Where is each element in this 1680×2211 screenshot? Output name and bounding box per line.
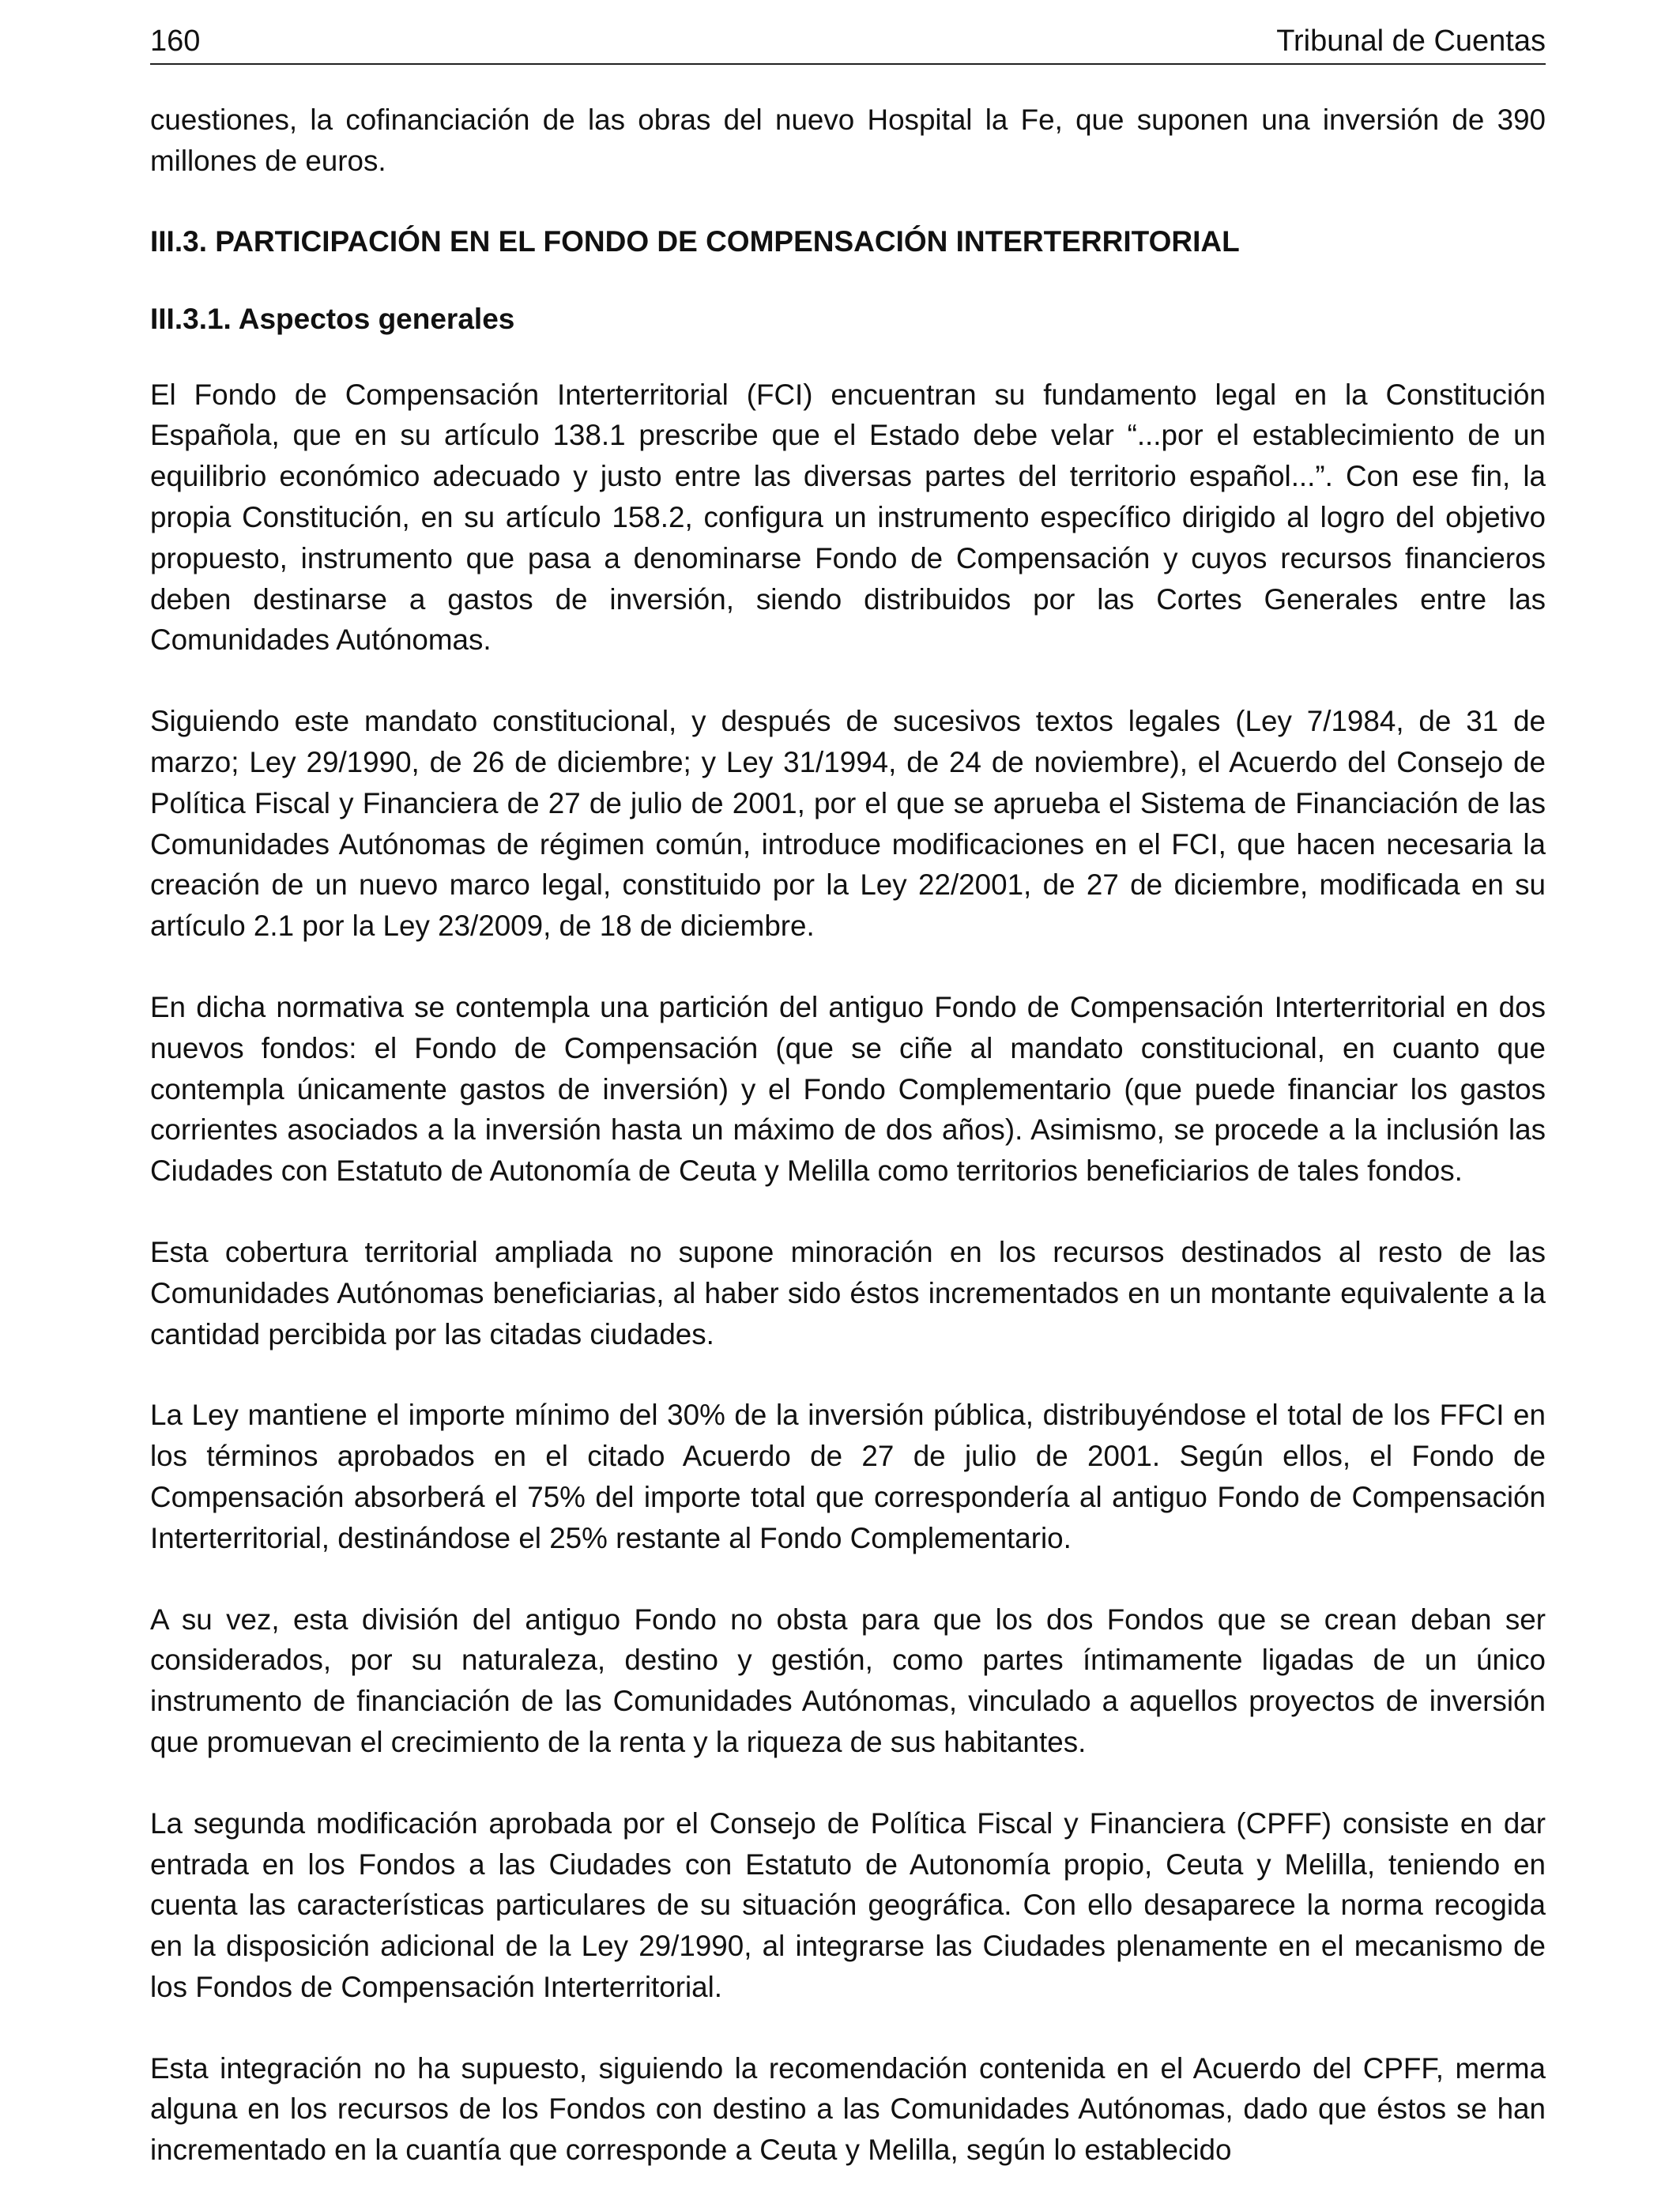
- paragraph: Esta integración no ha supuesto, siguiendo la recomendación contenida en el Acuerdo del CPFF, merma alguna en los recursos de los Fondos con destino a las Comunidades Autónomas, dado que éstos se han incrementado en la cuantía que corresponde a Ceuta y Melilla, según lo establecido: [150, 2051, 1546, 2167]
- subsection-heading: III.3.1. Aspectos generales: [150, 302, 515, 335]
- intro-paragraph: cuestiones, la cofinanciación de las obras del nuevo Hospital la Fe, que suponen una inversión de 390 millones de euros.: [150, 104, 1546, 177]
- paragraph: A su vez, esta división del antiguo Fondo no obsta para que los dos Fondos que se crean deban ser considerados, por su naturaleza, destino y gestión, como partes íntimamente ligadas de un único instrumento de financiación de las Comunidades Autónomas, vinculado a aquellos proyectos de inversión que promuevan el crecimiento de la renta y la riqueza de sus habitantes.: [150, 1603, 1546, 1758]
- paragraph: La segunda modificación aprobada por el Consejo de Política Fiscal y Financiera (CPFF) consiste en dar entrada en los Fondos a las Ciudades con Estatuto de Autonomía propio, Ceuta y Melilla, teniendo en cuenta las características particulares de su situación geográfica. Con ello desaparece la norma recogida en la disposición adicional de la Ley 29/1990, al integrarse las Ciudades plenamente en el mecanismo de los Fondos de Compensación Interterritorial.: [150, 1806, 1546, 2003]
- running-title: Tribunal de Cuentas: [1276, 24, 1546, 58]
- document-body: [150, 100, 1546, 2211]
- paragraph: La Ley mantiene el importe mínimo del 30% de la inversión pública, distribuyéndose el total de los FFCI en los términos aprobados en el citado Acuerdo de 27 de julio de 2001. Según ellos, el Fondo de Compensación absorberá el 75% del importe total que correspondería al antiguo Fondo de Compensación Interterritorial, destinándose el 25% restante al Fondo Complementario.: [150, 1399, 1546, 1554]
- paragraph: El Fondo de Compensación Interterritorial (FCI) encuentran su fundamento legal en la Constitución Española, que en su artículo 138.1 prescribe que el Estado debe velar “...por el establecimiento de un equilibrio económico adecuado y justo entre las diversas partes del territorio español...”. Con ese fin, la propia Constitución, en su artículo 158.2, configura un instrumento específico dirigido al logro del objetivo propuesto, instrumento que pasa a denominarse Fondo de Compensación y cuyos recursos financieros deben destinarse a gastos de inversión, siendo distribuidos por las Cortes Generales entre las Comunidades Autónomas.: [150, 378, 1546, 657]
- paragraph: Siguiendo este mandato constitucional, y después de sucesivos textos legales (Ley 7/1984, de 31 de marzo; Ley 29/1990, de 26 de diciembre; y Ley 31/1994, de 24 de noviembre), el Acuerdo del Consejo de Política Fiscal y Financiera de 27 de julio de 2001, por el que se aprueba el Sistema de Financiación de las Comunidades Autónomas de régimen común, introduce modificaciones en el FCI, que hacen necesaria la creación de un nuevo marco legal, constituido por la Ley 22/2001, de 27 de diciembre, modificada en su artículo 2.1 por la Ley 23/2009, de 18 de diciembre.: [150, 705, 1546, 943]
- paragraph: En dicha normativa se contempla una partición del antiguo Fondo de Compensación Interterritorial en dos nuevos fondos: el Fondo de Compensación (que se ciñe al mandato constitucional, en cuanto que contempla únicamente gastos de inversión) y el Fondo Complementario (que puede financiar los gastos corrientes asociados a la inversión hasta un máximo de dos años). Asimismo, se procede a la inclusión las Ciudades con Estatuto de Autonomía de Ceuta y Melilla como territorios beneficiarios de tales fondos.: [150, 990, 1546, 1188]
- page-header: [150, 22, 1546, 65]
- paragraph: Esta cobertura territorial ampliada no supone minoración en los recursos destinados al resto de las Comunidades Autónomas beneficiarias, al haber sido éstos incrementados en un montante equivalente a la cantidad percibida por las citadas ciudades.: [150, 1235, 1546, 1350]
- section-heading: III.3. PARTICIPACIÓN EN EL FONDO DE COMPENSACIÓN INTERTERRITORIAL: [150, 224, 1240, 258]
- page-number: 160: [150, 24, 201, 58]
